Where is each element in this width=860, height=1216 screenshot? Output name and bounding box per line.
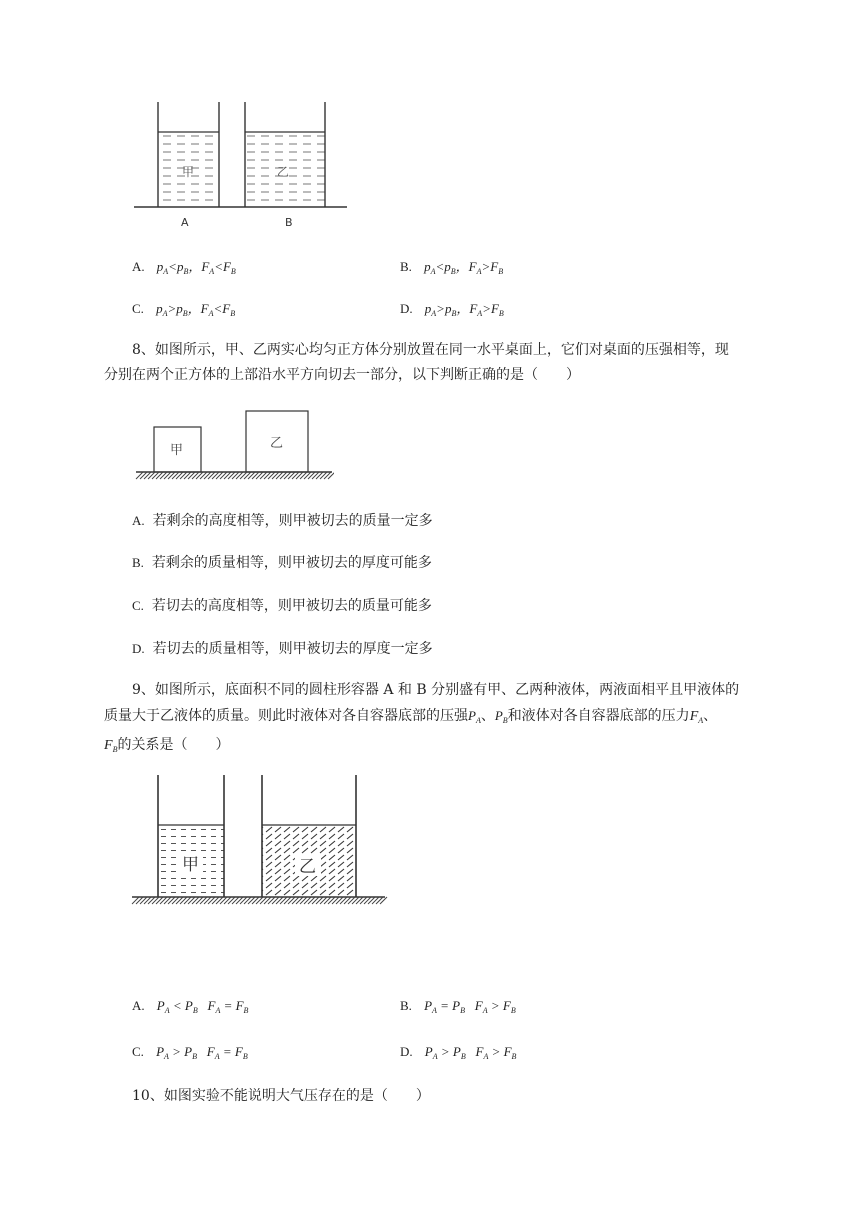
q9-option-a[interactable]: A. $P_A < P_B$ $F_A = F_B$ <box>132 998 249 1015</box>
q9-stem <box>104 678 792 762</box>
q7-option-b-expr: $p_A<p_B$，$F_A>F_B$ <box>424 259 504 276</box>
q8-stem <box>104 338 792 388</box>
q7-option-d[interactable]: D. $p_A>p_B$，$F_A>F_B$ <box>400 301 504 318</box>
q7-option-c[interactable]: C. $p_A>p_B$，$F_A<F_B$ <box>132 301 236 318</box>
q8-label-jia: 甲 <box>170 443 184 458</box>
q9-label-yi: 乙 <box>299 857 316 877</box>
q9-stem-line3: $F_B$的关系是（ ） <box>104 737 230 754</box>
q8-option-c[interactable]: C. 若切去的高度相等，则甲被切去的质量可能多 <box>132 598 432 614</box>
q7-figure <box>134 100 350 232</box>
q8-label-yi: 乙 <box>270 436 284 451</box>
q8-option-b[interactable]: B. 若剩余的质量相等，则甲被切去的厚度可能多 <box>132 555 432 571</box>
q9-option-b-expr: $P_A = P_B$ $F_A > F_B$ <box>424 998 516 1015</box>
q8-option-a[interactable]: A. 若剩余的高度相等，则甲被切去的质量一定多 <box>132 513 433 529</box>
q7-label-jia: 甲 <box>182 165 195 179</box>
q9-option-a-expr: $P_A < P_B$ $F_A = F_B$ <box>156 998 249 1015</box>
q8-stem-line2: 分别在两个正方体的上部沿水平方向切去一部分，以下判断正确的是（ ） <box>104 367 580 383</box>
q9-figure <box>130 770 390 910</box>
q7-option-c-expr: $p_A>p_B$，$F_A<F_B$ <box>156 301 236 318</box>
q7-label-yi: 乙 <box>277 165 290 179</box>
q9-option-d[interactable]: D. $P_A > P_B$ $F_A > F_B$ <box>400 1044 517 1061</box>
q9-option-d-expr: $P_A > P_B$ $F_A > F_B$ <box>424 1044 517 1061</box>
q10-stem: 10、如图实验不能说明大气压存在的是（ ） <box>132 1088 430 1104</box>
q7-label-b: B <box>285 216 293 229</box>
q7-option-a-expr: $p_A<p_B$，$F_A<F_B$ <box>156 259 236 276</box>
q7-option-a[interactable]: A. $p_A<p_B$，$F_A<F_B$ <box>132 259 236 276</box>
q9-option-c-expr: $P_A > P_B$ $F_A = F_B$ <box>156 1044 248 1061</box>
q8-figure <box>134 405 334 487</box>
q7-label-a: A <box>181 216 189 229</box>
q9-stem-line1: 9、如图所示，底面积不同的圆柱形容器 A 和 B 分别盛有甲、乙两种液体，两液面相平且甲液体的 <box>132 682 740 698</box>
q9-option-b[interactable]: B. $P_A = P_B$ $F_A > F_B$ <box>400 998 516 1015</box>
q9-option-c[interactable]: C. $P_A > P_B$ $F_A = F_B$ <box>132 1044 248 1061</box>
q8-stem-line1: 8、如图所示，甲、乙两实心均匀正方体分别放置在同一水平桌面上，它们对桌面的压强相等，现 <box>132 342 729 358</box>
q7-option-d-expr: $p_A>p_B$，$F_A>F_B$ <box>424 301 504 318</box>
q7-option-b[interactable]: B. $p_A<p_B$，$F_A>F_B$ <box>400 259 504 276</box>
q9-stem-line2: 质量大于乙液体的质量。则此时液体对各自容器底部的压强$P_A$、$P_B$和液体对各自容器底部的压力$F_A$、 <box>104 708 718 725</box>
q9-label-jia: 甲 <box>182 855 199 875</box>
q8-option-d[interactable]: D. 若切去的质量相等，则甲被切去的厚度一定多 <box>132 641 433 657</box>
